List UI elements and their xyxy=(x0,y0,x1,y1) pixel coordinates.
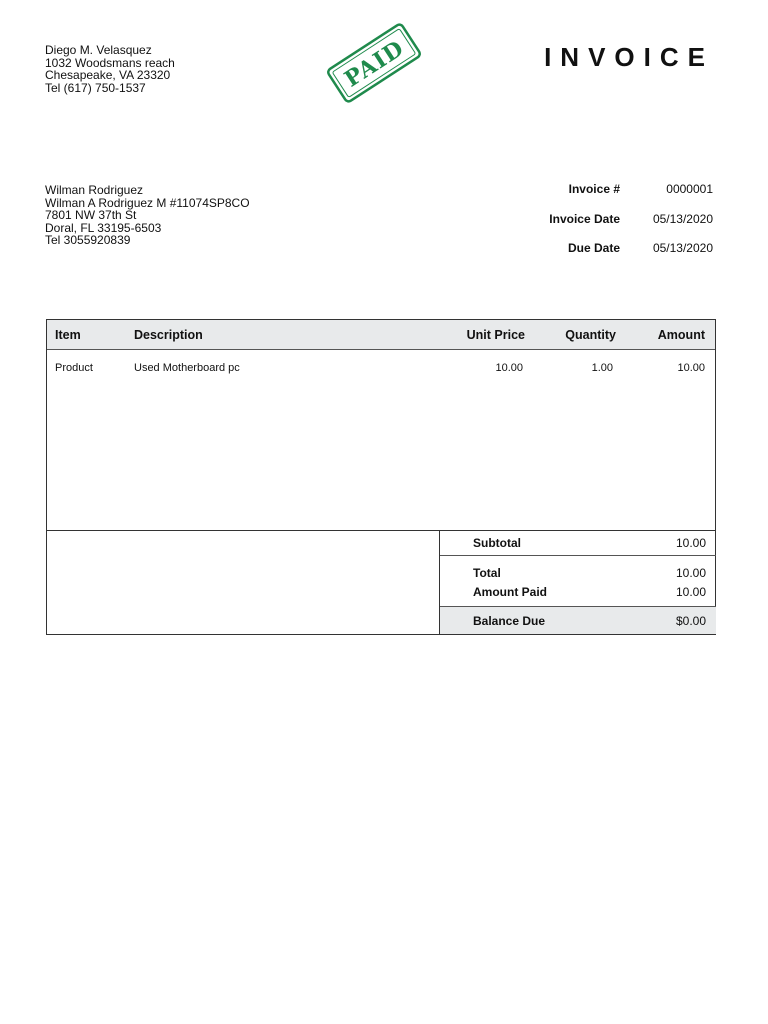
amount-paid-label: Amount Paid xyxy=(473,585,547,599)
totals-box xyxy=(439,530,716,634)
header-unit-price: Unit Price xyxy=(466,327,525,342)
client-address-line-2: Doral, FL 33195-6503 xyxy=(45,220,162,235)
due-date-label: Due Date xyxy=(567,241,620,255)
client-address-line-1: 7801 NW 37th St xyxy=(45,208,137,222)
sender-address-line-1: 1032 Woodsmans reach xyxy=(45,55,175,70)
sender-phone: Tel (617) 750-1537 xyxy=(45,80,146,95)
total-row xyxy=(440,556,716,580)
table-header xyxy=(47,320,715,350)
invoice-title: INVOICE xyxy=(544,42,714,72)
cell-amount: 10.00 xyxy=(677,362,705,374)
subtotal-value: 10.00 xyxy=(675,535,706,550)
line-items-table xyxy=(46,319,716,531)
subtotal-label: Subtotal xyxy=(473,535,521,550)
balance-due-value: $0.00 xyxy=(675,613,706,628)
due-date-row xyxy=(513,241,713,271)
amount-paid-value: 10.00 xyxy=(675,585,706,599)
header-item: Item xyxy=(55,327,81,342)
total-value: 10.00 xyxy=(675,566,706,580)
total-label: Total xyxy=(473,566,501,580)
subtotal-row xyxy=(440,530,716,556)
cell-description: Used Motherboard pc xyxy=(134,362,240,374)
invoice-date-value: 05/13/2020 xyxy=(652,211,713,226)
sender-address xyxy=(45,44,175,94)
sender-name: Diego M. Velasquez xyxy=(45,43,152,57)
invoice-number-value: 0000001 xyxy=(666,182,713,196)
invoice-number-label: Invoice # xyxy=(568,182,620,196)
paid-stamp xyxy=(322,18,426,108)
invoice-date-label: Invoice Date xyxy=(549,211,620,226)
sender-address-line-2: Chesapeake, VA 23320 xyxy=(45,68,171,82)
client-name: Wilman Rodriguez xyxy=(45,183,144,197)
header-description: Description xyxy=(134,327,203,342)
cell-item: Product xyxy=(55,362,93,374)
totals-section xyxy=(46,530,716,635)
header-quantity: Quantity xyxy=(565,327,616,342)
balance-due-label: Balance Due xyxy=(473,613,546,628)
invoice-meta xyxy=(513,182,713,271)
header-amount: Amount xyxy=(657,327,705,342)
client-phone: Tel 3055920839 xyxy=(45,233,131,247)
invoice-number-row xyxy=(513,182,713,212)
client-company: Wilman A Rodriguez M #11074SP8CO xyxy=(45,195,250,210)
cell-unit-price: 10.00 xyxy=(495,362,523,374)
paid-stamp-text: PAID xyxy=(340,35,410,93)
table-row xyxy=(47,350,715,387)
bill-to-address xyxy=(45,184,250,247)
balance-due-row xyxy=(440,606,716,634)
cell-quantity: 1.00 xyxy=(591,362,613,374)
invoice-date-row xyxy=(513,212,713,242)
amount-paid-row xyxy=(440,580,716,604)
due-date-value: 05/13/2020 xyxy=(652,241,713,255)
